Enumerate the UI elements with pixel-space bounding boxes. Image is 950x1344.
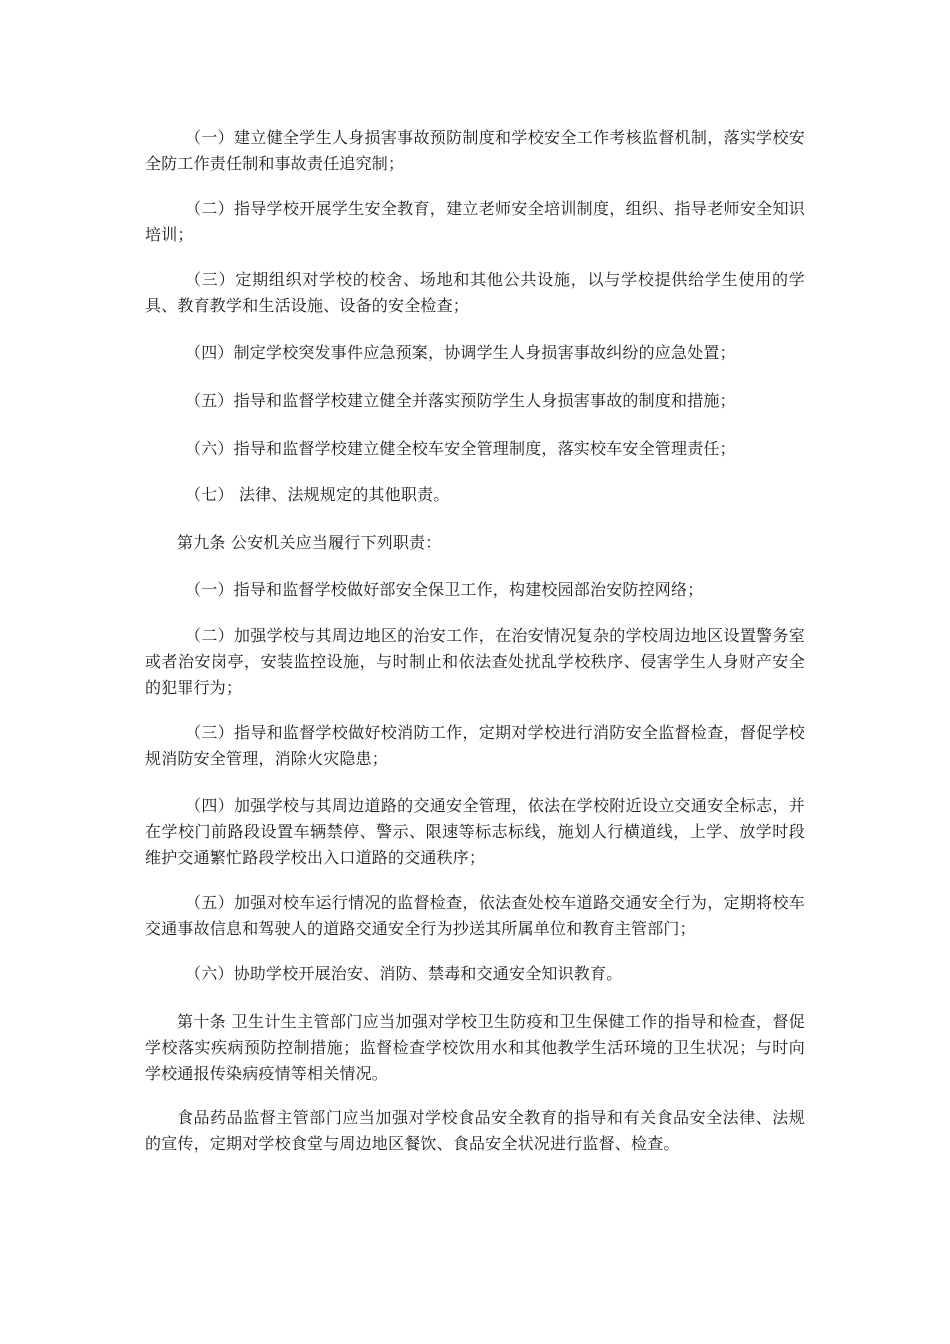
paragraph-11: （三）指导和监督学校做好校消防工作，定期对学校进行消防安全监督检查，督促学校规消防安全管理，消除火灾隐患； (145, 723, 805, 768)
paragraph-3: （三）定期组织对学校的校舍、场地和其他公共设施，以与学校提供给学生使用的学具、教育教学和生活设施、设备的安全检查； (145, 270, 805, 315)
paragraph-10: （二）加强学校与其周边地区的治安工作，在治安情况复杂的学校周边地区设置警务室或者治安岗亭，安装监控设施，与时制止和依法查处扰乱学校秩序、侵害学生人身财产安全的犯罪行为； (145, 626, 805, 697)
paragraph-6: （六）指导和监督学校建立健全校车安全管理制度，落实校车安全管理责任； (185, 439, 736, 458)
paragraph-9: （一）指导和监督学校做好部安全保卫工作，构建校园部治安防控网络； (185, 580, 704, 599)
paragraph-16: 食品药品监督主管部门应当加强对学校食品安全教育的指导和有关食品安全法律、法规的宣传，定期对学校食堂与周边地区餐饮、食品安全状况进行监督、检查。 (145, 1108, 805, 1153)
paragraph-1: （一）建立健全学生人身损害事故预防制度和学校安全工作考核监督机制，落实学校安全防工作责任制和事故责任追究制； (145, 128, 805, 173)
paragraph-5: （五）指导和监督学校建立健全并落实预防学生人身损害事故的制度和措施； (185, 391, 736, 410)
paragraph-12: （四）加强学校与其周边道路的交通安全管理，依法在学校附近设立交通安全标志，并在学校门前路段设置车辆禁停、警示、限速等标志标线，施划人行横道线，上学、放学时段维护交通繁忙路段学校出入口道路的交通秩序； (145, 796, 805, 867)
paragraph-14: （六）协助学校开展治安、消防、禁毒和交通安全知识教育。 (185, 964, 623, 983)
paragraph-7: （七） 法律、法规规定的其他职责。 (185, 485, 450, 504)
article-10: 第十条 卫生计生主管部门应当加强对学校卫生防疫和卫生保健工作的指导和检查，督促学校落实疾病预防控制措施；监督检查学校饮用水和其他教学生活环境的卫生状况；与时向学校通报传染病疫情等相关情况。 (145, 1012, 805, 1083)
paragraph-13: （五）加强对校车运行情况的监督检查，依法查处校车道路交通安全行为，定期将校车交通事故信息和驾驶人的道路交通安全行为抄送其所属单位和教育主管部门； (145, 893, 805, 938)
paragraph-4: （四）制定学校突发事件应急预案，协调学生人身损害事故纠纷的应急处置； (185, 343, 736, 362)
article-9-heading: 第九条 公安机关应当履行下列职责： (177, 533, 442, 552)
paragraph-2: （二）指导学校开展学生安全教育，建立老师安全培训制度，组织、指导老师安全知识培训； (145, 199, 805, 244)
